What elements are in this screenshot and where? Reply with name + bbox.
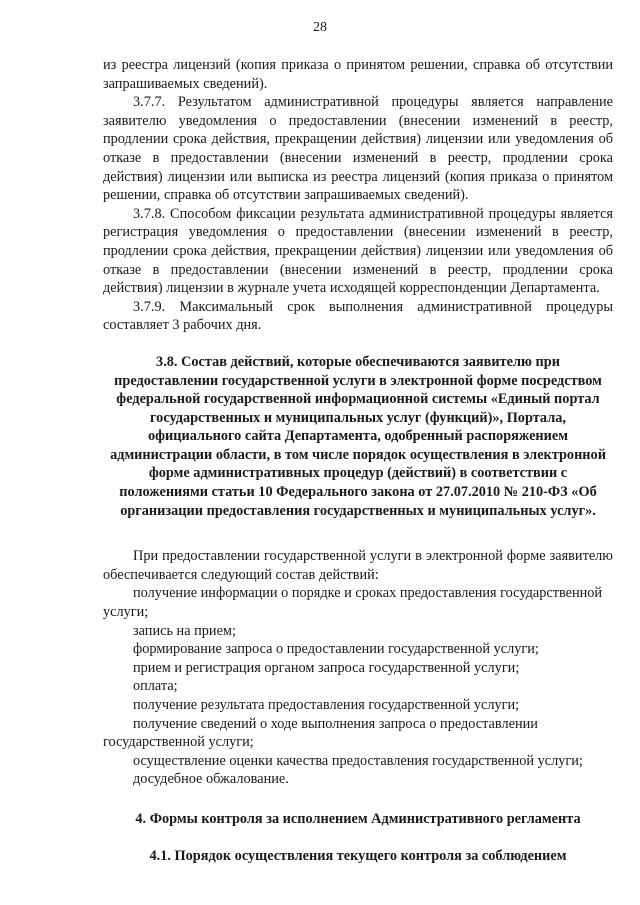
page-content xyxy=(103,56,613,865)
list-item: получение сведений о ходе выполнения запроса о предоставлении государственной услуги; xyxy=(103,715,538,751)
list-item: получение результата предоставления государственной услуги; xyxy=(133,697,520,713)
paragraph-3-7-9: 3.7.9. Максимальный срок выполнения административной процедуры составляет 3 рабочих дня. xyxy=(103,298,613,334)
section-heading-4: 4. Формы контроля за исполнением Административного регламента xyxy=(135,810,581,827)
actions-list xyxy=(103,584,613,789)
paragraph-3-7-7: 3.7.7. Результатом административной процедуры является направление заявителю уведомления о предоставлении (внесении изменений в реестр, продлении срока действия, прекращении действия) лицензии или уведомления об отказе в предоставлении (внесении изменений в реестр, продлении срока действия) лицензии или выписка из реестра лицензий (копия приказа о принятом решении, справка об отсутствии запрашиваемых сведений). xyxy=(103,94,613,204)
list-item: оплата; xyxy=(133,678,178,695)
page-number: 28 xyxy=(313,20,327,35)
list-item: формирование запроса о предоставлении государственной услуги; xyxy=(133,641,539,658)
list-item: прием и регистрация органом запроса государственной услуги; xyxy=(133,659,520,676)
paragraph-continuation: из реестра лицензий (копия приказа о принятом решении, справка об отсутствии запрашиваемых сведений). xyxy=(103,57,613,92)
spacer xyxy=(103,520,613,547)
list-item: получение информации о порядке и сроках предоставления государственной услуги; xyxy=(103,585,603,621)
list-item: досудебное обжалование. xyxy=(133,771,289,788)
section-heading-3-8: 3.8. Состав действий, которые обеспечиваются заявителю при предоставлении государственной услуги в электронной форме посредством федеральной государственной информационной системы «Единый портал государственных и муниципальных услуг (функций)», Портала, официального сайта Департамента, одобренный распоряжением администрации области, в том числе порядок осуществления в электронной форме административных процедур (действий) в соответствии с положениями статьи 10 Федерального закона от 27.07.2010 № 210-ФЗ «Об организации предоставления государственных и муниципальных услуг». xyxy=(110,353,606,519)
intro-paragraph: При предоставлении государственной услуги в электронной форме заявителю обеспечивается следующий состав действий: xyxy=(103,548,613,583)
paragraph-3-7-8: 3.7.8. Способом фиксации результата административной процедуры является регистрация уведомления о предоставлении (внесении изменений в реестр, продлении срока действия, прекращении действия) лицензии или уведомления об отказе в предоставлении (внесении изменений в реестр, продлении срока действия) лицензии в журнале учета исходящей корреспонденции Департамента. xyxy=(103,205,613,297)
section-heading-4-1: 4.1. Порядок осуществления текущего контроля за соблюдением xyxy=(149,847,567,864)
list-item: запись на прием; xyxy=(133,622,236,639)
list-item: осуществление оценки качества предоставления государственной услуги; xyxy=(133,752,583,769)
